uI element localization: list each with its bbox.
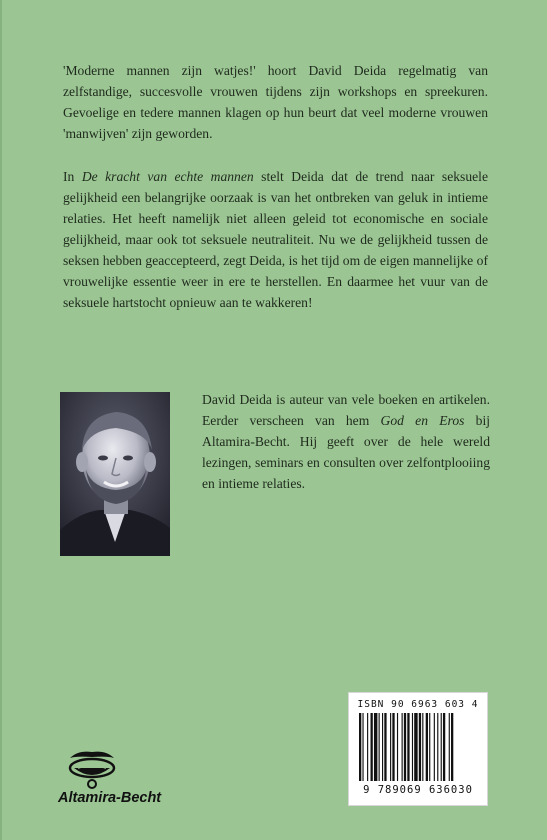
bio-prefix: David Deida is auteur van vele boeken en artikelen. Eerder verscheen van hem (202, 392, 490, 428)
main-paragraph (63, 166, 488, 313)
author-bio (202, 389, 490, 494)
author-photo (60, 392, 170, 556)
book-title: De kracht van echte mannen (81, 169, 254, 184)
intro-paragraph: 'Moderne mannen zijn watjes!' hoort David Deida regelmatig van zelfstandige, succesvolle vrouwen tijdens zijn workshops en spreekuren. Gevoelige en tedere mannen klagen op hun beurt dat veel moderne vrouwen 'manwijven' zijn geworden. (63, 63, 488, 141)
bio-rest: bij Altamira-Becht. Hij geeft over de hele wereld lezingen, seminars en consulten over zelfontplooiing en intieme relaties. (202, 413, 491, 491)
isbn-number: ISBN 90 6963 603 4 (357, 699, 479, 710)
publisher-name: Altamira-Becht (58, 790, 162, 806)
main-paragraph-rest: stelt Deida dat de trend naar seksuele gelijkheid een belangrijke oorzaak is van het ontbreken van geluk in intieme relaties. Het heeft namelijk niet alleen geleid tot economische en sociale gelijkheid, maar ook tot seksuele neutraliteit. Nu we de gelijkheid tussen de seksen hebben geaccepteerd, zegt Deida, is het tijd om de eigen mannelijke of vrouwelijke essentie weer in ere te herstellen. En daarmee het vuur van de seksuele hartstocht opnieuw aan te wakkeren! (63, 169, 488, 310)
author-portrait-icon (60, 392, 170, 556)
bio-book-title: God en Eros (380, 413, 465, 428)
main-paragraph-prefix: In (63, 169, 82, 184)
barcode-box (348, 692, 488, 806)
publisher-logo (58, 748, 198, 813)
ean-number: 9 789069 636030 (363, 784, 473, 796)
altamira-ship-icon (64, 748, 120, 790)
barcode-icon (359, 713, 477, 781)
